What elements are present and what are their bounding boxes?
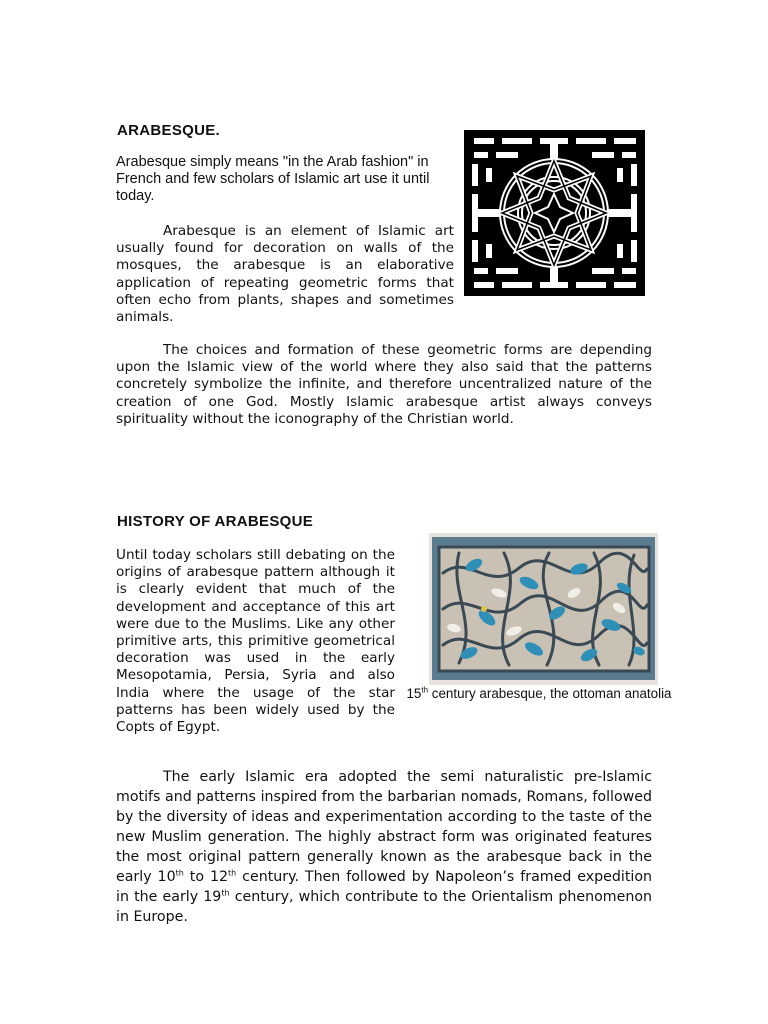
early-text-1: The early Islamic era adopted the semi naturalistic pre-Islamic motifs and patterns inspired from the barbarian nomads, Romans, followed by the diversity of ideas and experimentation according to the taste of the new Muslim generation. The highly abstract form was originated features the most original pattern generally known as the arabesque back in the early <box>116 769 652 885</box>
figure-caption <box>404 686 674 702</box>
geometric-arabesque-pattern-icon <box>462 128 647 298</box>
early-text-2: century. Then followed by Napoleon’s framed expedition in the early <box>116 869 653 905</box>
early-text-3: century, which contribute to the Orientalism phenomenon in Europe. <box>116 889 652 925</box>
superscript-th-3: th <box>221 888 230 898</box>
arabesque-pattern-image <box>462 128 647 298</box>
century-number-19: 19 <box>203 889 222 905</box>
paragraph-element: Arabesque is an element of Islamic art usually found for decoration on walls of the mosques, the arabesque is an elaborative application of repeating geometric forms that often echo from plants, shapes and sometimes animals. <box>116 223 454 326</box>
section-heading-history: HISTORY OF ARABESQUE <box>117 513 314 530</box>
caption-number: 15 <box>406 686 422 701</box>
paragraph-history: Until today scholars still debating on the origins of arabesque pattern although it is clearly evident that much of the development and acceptance of this art were due to the Muslims. Like any other primitive arts, this primitive geometrical decoration was used in the early Mesopotamia, Persia, Syria and also India where the usage of the star patterns has been widely used by the Copts of Egypt. <box>116 547 395 736</box>
ottoman-tile-photo-icon <box>429 533 658 685</box>
caption-superscript: th <box>421 685 429 695</box>
section-heading-arabesque: ARABESQUE. <box>117 122 221 139</box>
paragraph-early-islamic <box>116 767 652 927</box>
century-number-10: 10 <box>157 869 176 885</box>
early-text-to: to <box>183 869 210 885</box>
ottoman-tile-image <box>429 533 658 685</box>
superscript-th-2: th <box>228 868 237 878</box>
paragraph-intro: Arabesque simply means "in the Arab fashion" in French and few scholars of Islamic art use it until today. <box>116 154 430 205</box>
caption-text: century arabesque, the ottoman anatolia <box>428 686 672 701</box>
paragraph-choices: The choices and formation of these geometric forms are depending upon the Islamic view of the world where they also said that the patterns concretely symbolize the infinite, and therefore uncentralized nature of the creation of one God. Mostly Islamic arabesque artist always conveys spirituality without the iconography of the Christian world. <box>116 342 652 427</box>
superscript-th-1: th <box>175 868 184 878</box>
century-number-12: 12 <box>209 869 229 885</box>
